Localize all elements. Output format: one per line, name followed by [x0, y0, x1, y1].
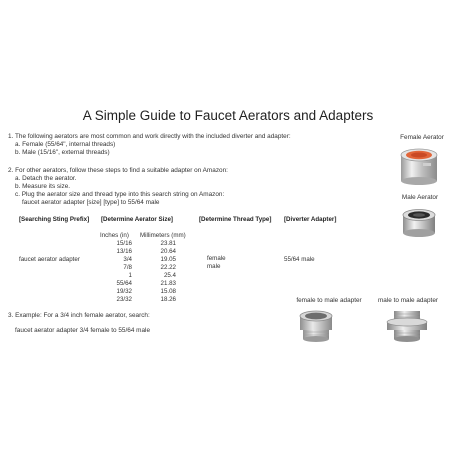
section1-intro: 1. The following aerators are most common and work directly with the included diverter and adapter: — [8, 133, 291, 140]
caption-female-aerator: Female Aerator — [400, 134, 444, 141]
female-to-male-adapter-image — [296, 308, 336, 344]
caption-female-to-male: female to male adapter — [296, 297, 362, 304]
size-mm-7: 18.26 — [160, 296, 176, 303]
size-header-inches: Inches (in) — [100, 232, 129, 239]
header-thread: [Determine Thread Type] — [199, 216, 272, 223]
size-mm-1: 20.64 — [160, 248, 176, 255]
male-aerator-image — [397, 205, 441, 239]
size-mm-4: 25.4 — [163, 272, 176, 279]
size-inches-2: 3/4 — [123, 256, 132, 263]
size-inches-1: 13/16 — [116, 248, 132, 255]
size-mm-3: 22.22 — [160, 264, 176, 271]
size-mm-2: 19.05 — [160, 256, 176, 263]
size-mm-0: 23.81 — [160, 240, 176, 247]
section2-search-string: faucet aerator adapter [size] [type] to 55/64 male — [22, 199, 160, 206]
caption-male-to-male: male to male adapter — [377, 297, 439, 304]
size-inches-6: 19/32 — [116, 288, 132, 295]
section1-item-female: a. Female (55/64", internal threads) — [15, 141, 116, 148]
size-mm-5: 21.83 — [160, 280, 176, 287]
header-size: [Determine Aerator Size] — [101, 216, 173, 223]
size-inches-0: 15/16 — [116, 240, 132, 247]
size-inches-3: 7/8 — [123, 264, 132, 271]
size-inches-4: 1 — [128, 272, 132, 279]
header-diverter: [Diverter Adapter] — [284, 216, 337, 223]
size-inches-7: 23/32 — [116, 296, 132, 303]
caption-male-aerator: Male Aerator — [401, 194, 439, 201]
section3-example: faucet aerator adapter 3/4 female to 55/64 male — [15, 327, 150, 334]
section2-step-b: b. Measure its size. — [15, 183, 71, 190]
size-inches-5: 55/64 — [116, 280, 132, 287]
male-to-male-adapter-image — [382, 308, 432, 344]
section2-step-c: c. Plug the aerator size and thread type into this search string on Amazon: — [15, 191, 225, 198]
header-prefix: [Searching Sting Prefix] — [19, 216, 90, 223]
diverter-cell: 55/64 male — [284, 256, 315, 263]
prefix-cell: faucet aerator adapter — [19, 256, 80, 263]
section1-item-male: b. Male (15/16", external threads) — [15, 149, 110, 156]
section2-step-a: a. Detach the aerator. — [15, 175, 77, 182]
page-title: A Simple Guide to Faucet Aerators and Adapters — [82, 108, 374, 123]
female-aerator-image — [393, 145, 445, 187]
size-mm-6: 15.08 — [160, 288, 176, 295]
section3-intro: 3. Example: For a 3/4 inch female aerator, search: — [8, 312, 150, 319]
thread-type-female: female — [207, 255, 226, 262]
thread-type-male: male — [207, 263, 221, 270]
size-header-mm: Millimeters (mm) — [140, 232, 186, 239]
section2-intro: 2. For other aerators, follow these steps to find a suitable adapter on Amazon: — [8, 167, 228, 174]
